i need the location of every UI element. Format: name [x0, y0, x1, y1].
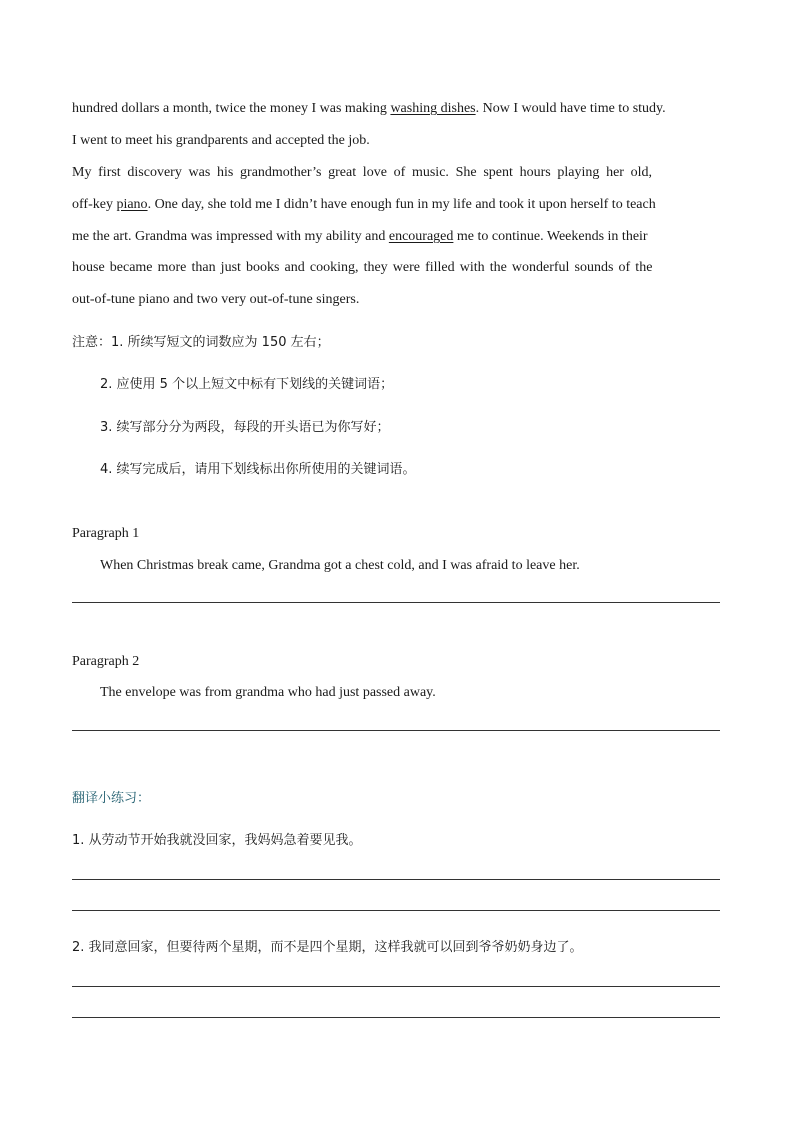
answer-line[interactable] — [72, 879, 720, 880]
answer-line[interactable] — [72, 1017, 720, 1018]
translation-heading: 翻译小练习： — [72, 791, 151, 806]
answer-line[interactable] — [72, 910, 720, 911]
story-line-7: out-of-tune piano and two very out-of-tune singers. — [72, 292, 360, 307]
key-phrase-washing-dishes: washing dishes — [390, 101, 476, 116]
translation-question-1: 1. 从劳动节开始我就没回家，我妈妈急着要见我。 — [72, 833, 362, 848]
note-item-4: 4. 续写完成后，请用下划线标出你所使用的关键词语。 — [100, 462, 416, 477]
story-line-4 — [72, 197, 656, 213]
story-text: off-key — [72, 197, 117, 212]
answer-line[interactable] — [72, 730, 720, 731]
story-line-3: My first discovery was his grandmother’s great love of music. She spent hours playing her old, — [72, 165, 653, 180]
note-item-1: 1. 所续写短文的词数应为 150 左右； — [111, 335, 330, 350]
story-text: me to continue. Weekends in their — [453, 229, 648, 244]
key-phrase-encouraged: encouraged — [388, 229, 454, 244]
story-line-1 — [72, 101, 666, 117]
story-text: me the art. Grandma was impressed with my ability and — [72, 229, 389, 244]
paragraph-2-opening: The envelope was from grandma who had just passed away. — [100, 685, 436, 700]
answer-line[interactable] — [72, 986, 720, 987]
story-line-2: I went to meet his grandparents and accepted the job. — [72, 133, 370, 148]
paragraph-1-heading: Paragraph 1 — [72, 526, 140, 541]
story-text: . Now I would have time to study. — [475, 101, 666, 116]
story-text: . One day, she told me I didn’t have enough fun in my life and took it upon herself to teach — [147, 197, 656, 212]
note-item-3: 3. 续写部分分为两段，每段的开头语已为你写好； — [100, 420, 390, 435]
paragraph-1-opening: When Christmas break came, Grandma got a chest cold, and I was afraid to leave her. — [100, 558, 580, 573]
notes-line-1 — [72, 331, 330, 350]
story-text: hundred dollars a month, twice the money I was making — [72, 101, 391, 116]
story-line-5 — [72, 229, 648, 245]
notes-label: 注意： — [72, 335, 112, 350]
paragraph-2-heading: Paragraph 2 — [72, 654, 140, 669]
note-item-2: 2. 应使用 5 个以上短文中标有下划线的关键词语； — [100, 377, 394, 392]
story-line-6: house became more than just books and cooking, they were filled with the wonderful sounds of the — [72, 260, 653, 275]
translation-question-2: 2. 我同意回家，但要待两个星期，而不是四个星期，这样我就可以回到爷爷奶奶身边了。 — [72, 940, 583, 955]
key-phrase-piano: piano — [116, 197, 148, 212]
answer-line[interactable] — [72, 602, 720, 603]
